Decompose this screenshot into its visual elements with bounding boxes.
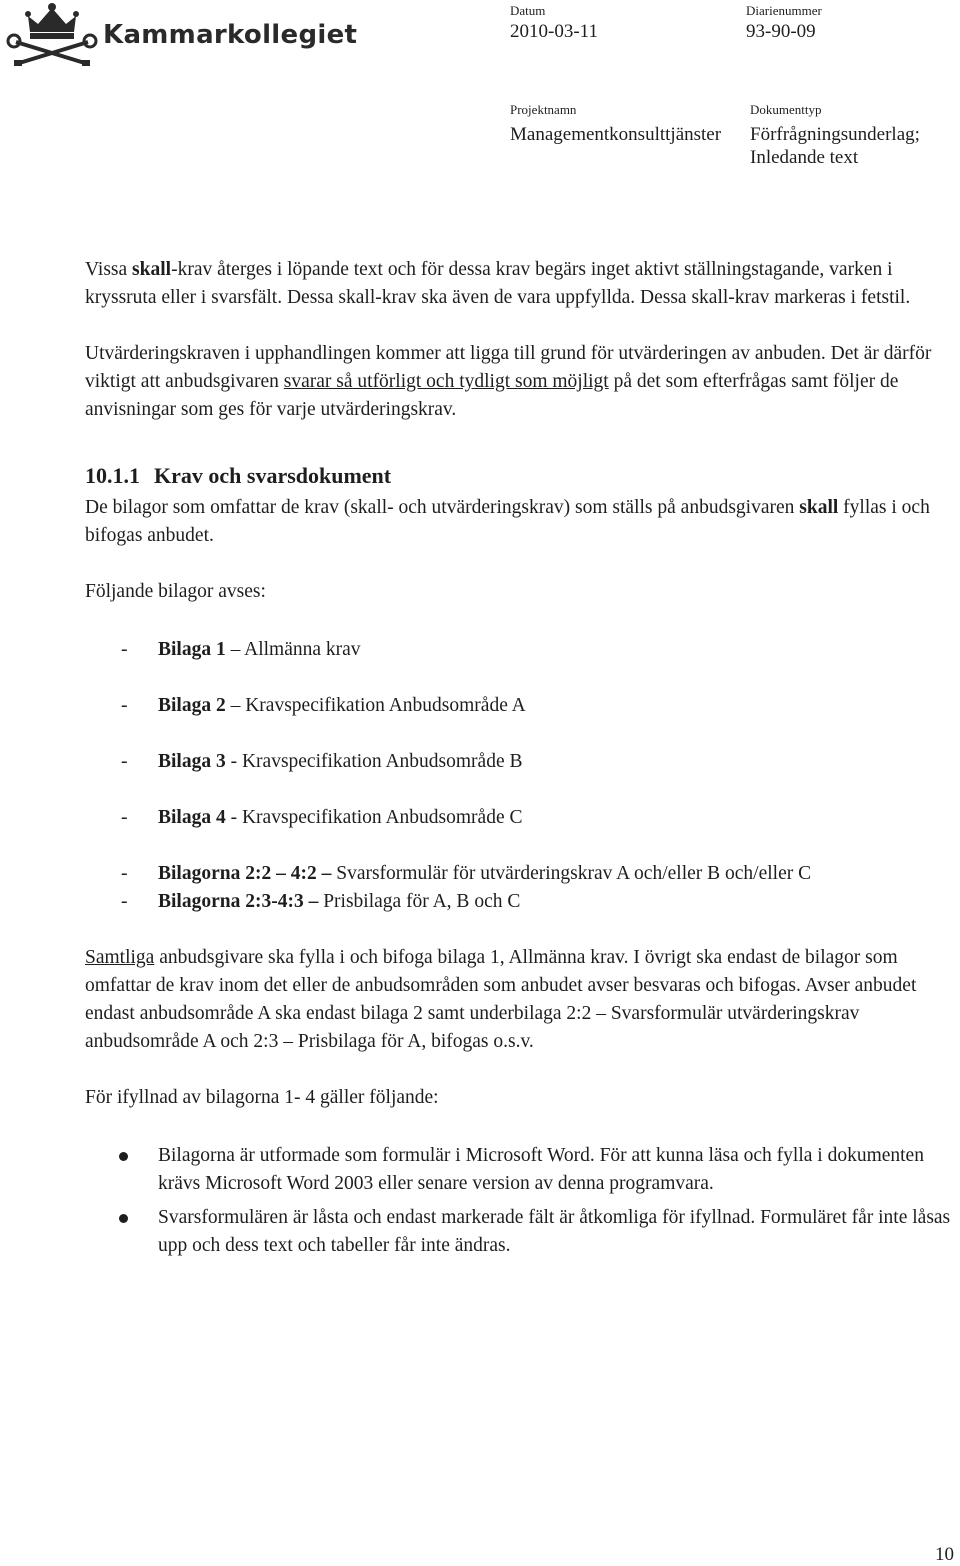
- dokumenttyp-label: Dokumenttyp: [750, 102, 822, 117]
- document-body: [85, 256, 955, 1260]
- bold-run: Bilaga 2: [158, 695, 226, 716]
- dokumenttyp-value-line1: Förfrågningsunderlag;: [750, 124, 920, 145]
- dash-marker: -: [121, 807, 128, 828]
- dash-marker: -: [121, 639, 128, 660]
- text-run: fyllas i och bifogas anbudet.: [85, 497, 930, 546]
- bold-run: skall: [132, 259, 172, 280]
- page-number: 10: [935, 1544, 954, 1565]
- text-run: Prisbilaga för A, B och C: [318, 891, 521, 912]
- text-run: Svarsformulär för utvärderingskrav A och/eller B och/eller C: [331, 863, 812, 884]
- list-item: [85, 636, 955, 664]
- section-title: Krav och svarsdokument: [154, 463, 392, 488]
- text-run: – Kravspecifikation Anbudsområde A: [225, 695, 526, 716]
- bilagor-list: [85, 636, 955, 916]
- text-run: – Allmänna krav: [225, 639, 361, 660]
- list-item: [85, 692, 955, 720]
- bold-run: Bilagorna 2:2 – 4:2 –: [158, 863, 332, 884]
- list-item: [85, 748, 955, 776]
- bold-run: Bilagorna 2:3-4:3 –: [158, 891, 319, 912]
- projektnamn-field: [510, 102, 721, 146]
- bullet-dot: [119, 1214, 128, 1223]
- paragraph-bilagor: [85, 494, 955, 550]
- paragraph-samtliga: [85, 944, 955, 1056]
- datum-label: Datum: [510, 3, 546, 18]
- text-run: på det som efterfrågas samt följer de anvisningar som ges för varje utvärderingskrav.: [85, 371, 899, 420]
- bullet-item: [85, 1142, 955, 1198]
- text-run: Utvärderingskraven i upphandlingen kommer att ligga till grund för utvärderingen av anbuden. Det är därför viktigt att anbudsgivaren: [85, 343, 932, 392]
- projektnamn-label: Projektnamn: [510, 102, 577, 117]
- text-run: -krav återges i löpande text och för dessa krav begärs inget aktivt ställningstagande, varken i kryssruta eller i svarsfält. Dessa skall-krav ska även de vara uppfyllda. Dessa skall-krav markeras i fetstil.: [85, 259, 911, 308]
- dash-marker: -: [121, 863, 128, 884]
- crown-keys-icon: [4, 2, 100, 68]
- text-run: - Kravspecifikation Anbudsområde B: [225, 751, 523, 772]
- paragraph-skall-krav: [85, 256, 955, 312]
- projektnamn-value: Managementkonsulttjänster: [510, 124, 722, 145]
- bullet-item: [85, 1204, 955, 1260]
- paragraph-ifyllnad: För ifyllnad av bilagorna 1- 4 gäller följande:: [85, 1087, 439, 1108]
- logo-text: Kammarkollegiet: [103, 20, 358, 50]
- section-number: 10.1.1: [85, 463, 140, 488]
- text-run: Svarsformulären är låsta och endast markerade fält är åtkomliga för ifyllnad. Formuläret får inte låsas upp och dess text och tabeller får inte ändras.: [158, 1207, 951, 1256]
- datum-field: [510, 3, 598, 43]
- bold-run: Bilaga 4: [158, 807, 226, 828]
- underlined-run: svarar så utförligt och tydligt som möjligt: [283, 371, 609, 392]
- dash-marker: -: [121, 695, 128, 716]
- underlined-run: Samtliga: [85, 947, 155, 968]
- dash-marker: -: [121, 751, 128, 772]
- bullet-list: [85, 1142, 955, 1260]
- kammarkollegiet-logo: [0, 0, 358, 72]
- text-run: Bilagorna är utformade som formulär i Microsoft Word. För att kunna läsa och fylla i dokumenten krävs Microsoft Word 2003 eller senare version av denna programvara.: [158, 1145, 924, 1194]
- dash-marker: -: [121, 891, 128, 912]
- dokumenttyp-field: [750, 102, 920, 169]
- bold-run: skall: [799, 497, 839, 518]
- dokumenttyp-value-line2: Inledande text: [750, 147, 859, 168]
- list-item: [85, 860, 955, 888]
- diarienummer-value: 93-90-09: [746, 21, 816, 42]
- list-item: [85, 888, 955, 916]
- bullet-dot: [119, 1152, 128, 1161]
- text-run: anbudsgivare ska fylla i och bifoga bilaga 1, Allmänna krav. I övrigt ska endast de bilagor som omfattar de krav inom det eller de anbudsområden som anbudet avser besvaras och bifogas. Avser anbudet endast anbudsområde A ska endast bilaga 2 samt underbilaga 2:2 – Svarsformulär utvärderingskrav anbudsområde A och 2:3 – Prisbilaga för A, bifogas o.s.v.: [85, 947, 917, 1052]
- text-run: De bilagor som omfattar de krav (skall- och utvärderingskrav) som ställs på anbudsgivaren: [85, 497, 800, 518]
- text-run: Vissa: [85, 259, 133, 280]
- section-heading: [85, 462, 955, 490]
- datum-value: 2010-03-11: [510, 21, 598, 42]
- paragraph-utvarderingskrav: [85, 340, 955, 424]
- list-item: [85, 804, 955, 832]
- paragraph-foljande: Följande bilagor avses:: [85, 581, 266, 602]
- diarienummer-label: Diarienummer: [746, 3, 822, 18]
- bold-run: Bilaga 1: [158, 639, 226, 660]
- text-run: - Kravspecifikation Anbudsområde C: [225, 807, 523, 828]
- diarienummer-field: [746, 3, 822, 43]
- bold-run: Bilaga 3: [158, 751, 226, 772]
